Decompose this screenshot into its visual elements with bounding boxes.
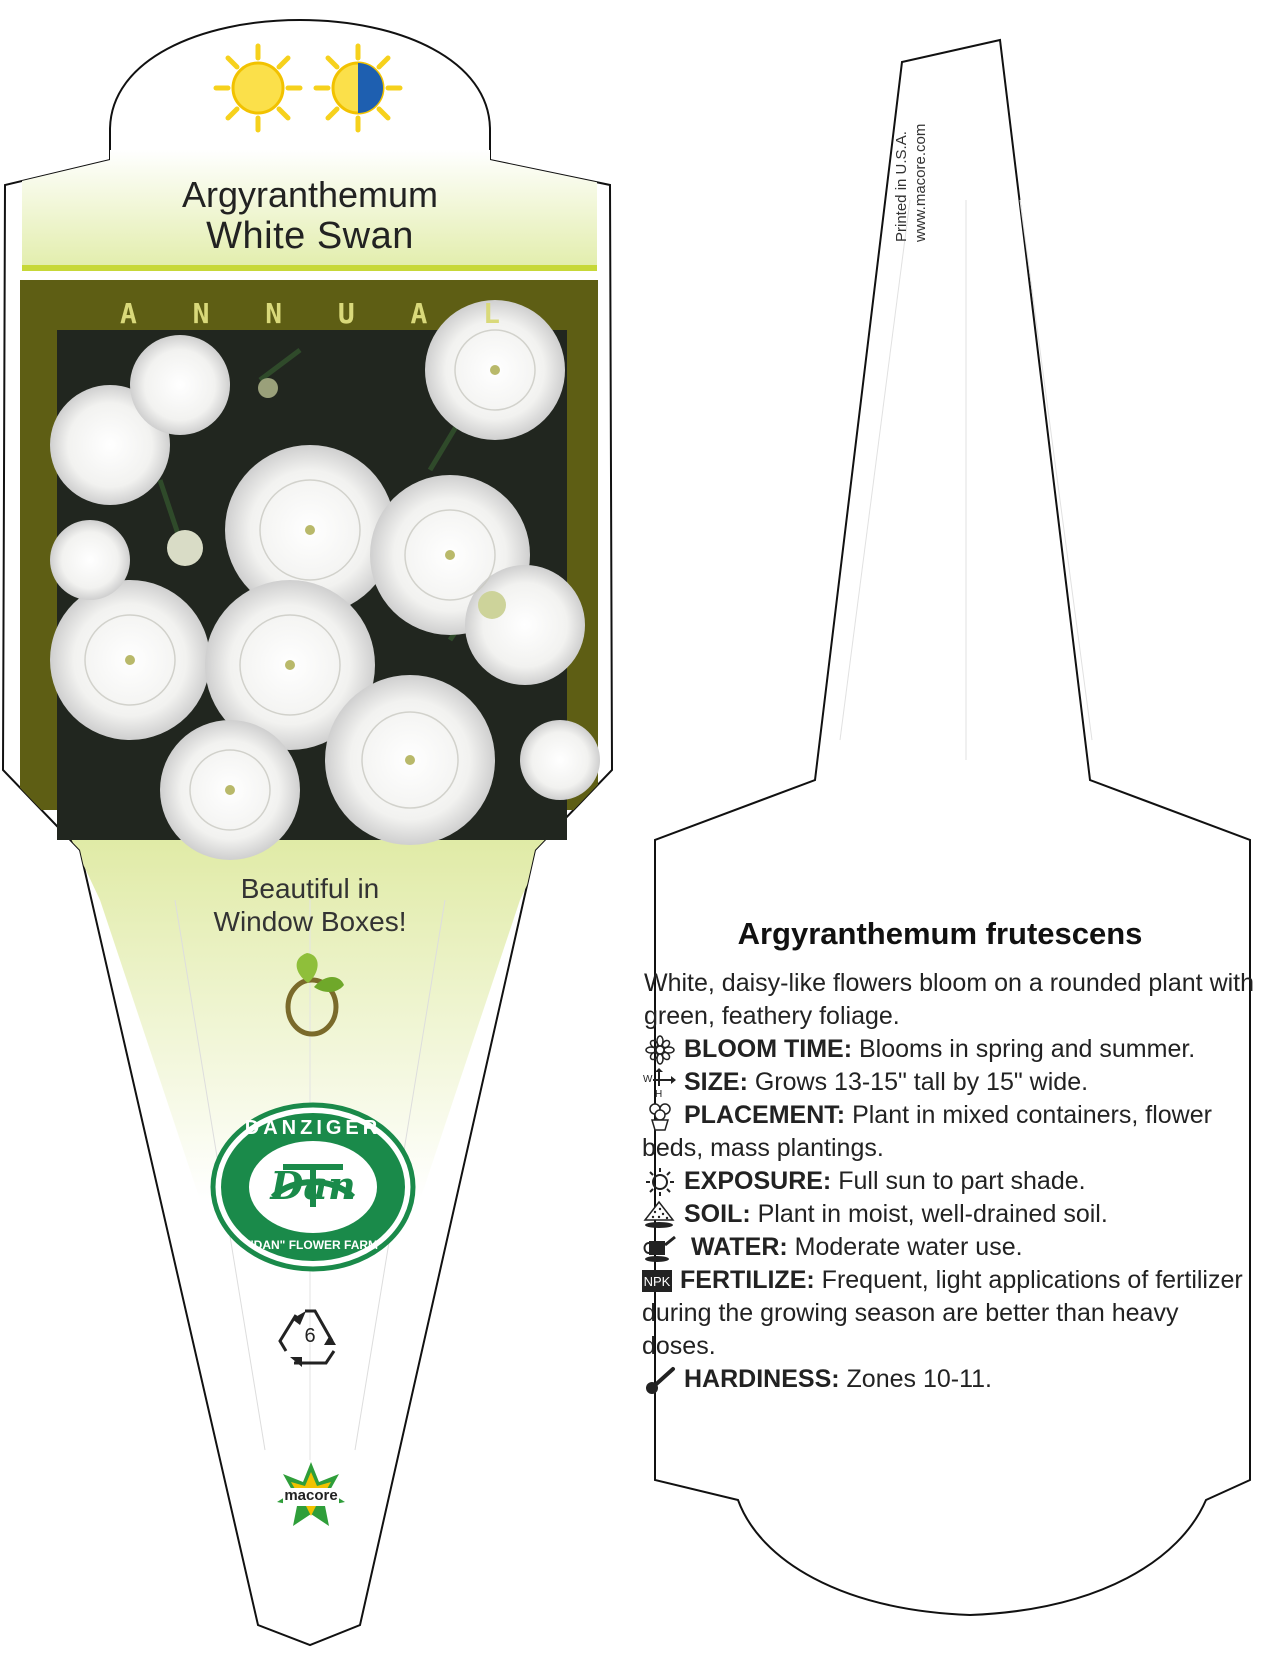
macore-logo-text: macore (284, 1487, 338, 1504)
attribute-label: SOIL: (684, 1200, 751, 1228)
attribute-label: HARDINESS: (684, 1365, 840, 1393)
attribute-text: Plant in moist, well-drained soil. (757, 1200, 1108, 1228)
size-icon-w: W (643, 1073, 653, 1085)
attribute-water (642, 1231, 1258, 1264)
attribute-label: SIZE: (684, 1068, 748, 1096)
attribute-text: Plant in mixed containers, flower beds, mass plantings. (642, 1101, 1212, 1162)
category-letter: N (265, 297, 283, 330)
category-letter: U (337, 297, 355, 330)
part-shade-icon (316, 46, 400, 130)
attribute-text: Frequent, light applications of fertilizer during the growing season are better than heavy doses. (642, 1266, 1243, 1360)
danziger-logo-top-text: DANZIGER (244, 1117, 382, 1139)
danziger-logo-script: Dan (270, 1163, 356, 1208)
attribute-label: WATER: (690, 1233, 788, 1261)
care-info (642, 967, 1258, 1396)
attribute-text: Blooms in spring and summer. (858, 1035, 1196, 1063)
plant-photo (50, 300, 600, 860)
danziger-logo-bottom-text: "DAN" FLOWER FARM (247, 1238, 379, 1252)
category-letter: A (120, 297, 137, 330)
watering-can-icon (642, 1233, 678, 1263)
attribute-text: Zones 10-11. (846, 1365, 992, 1393)
placement-icon (642, 1101, 678, 1131)
common-name-line1: Argyranthemum (181, 174, 439, 215)
printed-in-usa (892, 42, 992, 242)
full-sun-icon (216, 46, 300, 130)
soil-icon (642, 1200, 678, 1230)
category-label (120, 297, 500, 330)
attribute-label: BLOOM TIME: (684, 1035, 853, 1063)
website-line: www.macore.com (912, 123, 929, 242)
category-letter: L (483, 297, 500, 330)
flower-icon (642, 1035, 678, 1065)
printed-line: Printed in U.S.A. (893, 131, 910, 242)
size-icon-h: H (655, 1088, 663, 1098)
category-letter: N (192, 297, 210, 330)
attribute-soil (642, 1198, 1258, 1231)
attribute-bloom-time (642, 1033, 1258, 1066)
thermometer-icon (642, 1365, 678, 1395)
botanical-name: Argyranthemum frutescens (737, 916, 1143, 951)
description: White, daisy-like flowers bloom on a rounded plant with green, feathery foliage. (644, 969, 1255, 1030)
attribute-hardiness (642, 1363, 1258, 1396)
attribute-label: FERTILIZE: (680, 1266, 815, 1294)
tagline-line1: Beautiful in (240, 873, 380, 904)
attribute-text: Grows 13-15" tall by 15" wide. (754, 1068, 1089, 1096)
attribute-text: Full sun to part shade. (838, 1167, 1086, 1195)
attribute-text: Moderate water use. (794, 1233, 1023, 1261)
variety-name: White Swan (206, 215, 414, 257)
attribute-placement (642, 1099, 1258, 1165)
tagline-line2: Window Boxes! (213, 906, 407, 937)
category-letter: A (410, 297, 428, 330)
sun-icon (642, 1167, 678, 1197)
recycle-number: 6 (304, 1325, 316, 1347)
attribute-label: PLACEMENT: (684, 1101, 846, 1129)
attribute-size (642, 1066, 1258, 1099)
size-icon (642, 1068, 678, 1098)
npk-icon: NPK (642, 1270, 672, 1292)
attribute-exposure (642, 1165, 1258, 1198)
tagline (150, 872, 470, 938)
attribute-label: EXPOSURE: (684, 1167, 832, 1195)
attribute-fertilize (642, 1264, 1258, 1363)
accent-line (22, 265, 597, 271)
